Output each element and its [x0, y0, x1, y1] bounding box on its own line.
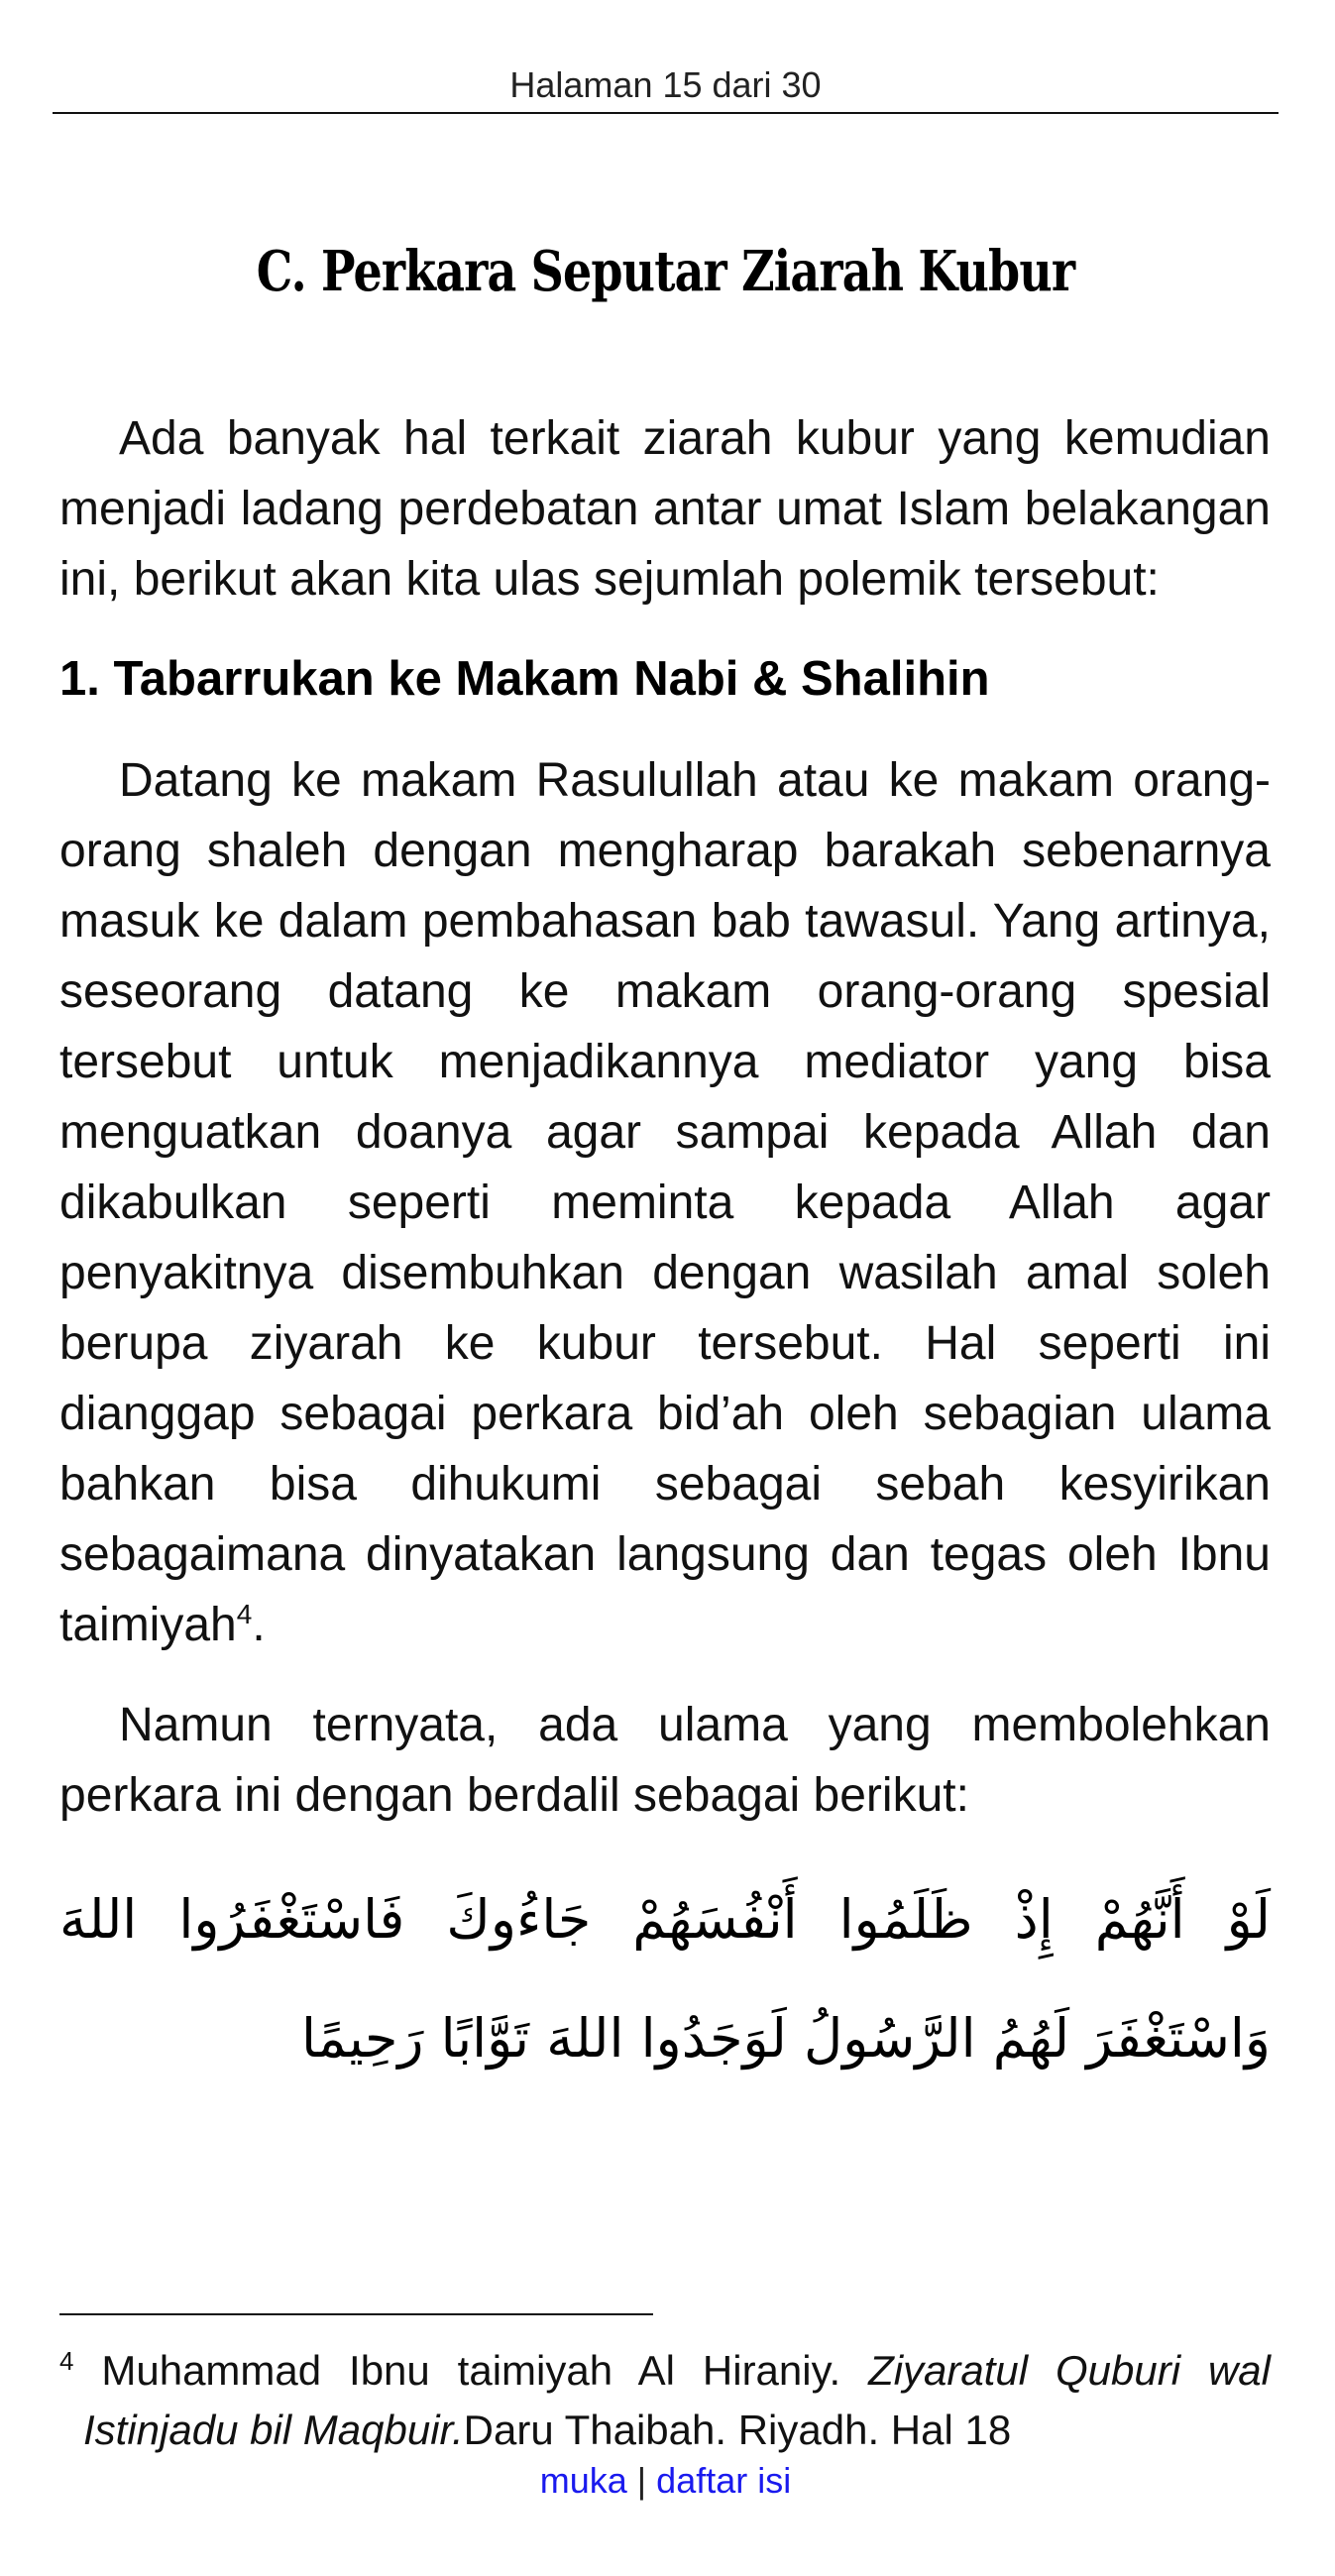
footnote-divider [59, 2313, 653, 2315]
bottom-navigation [53, 2456, 1279, 2506]
intro-paragraph: Ada banyak hal terkait ziarah kubur yang kemudian menjadi ladang perdebatan antar umat Islam belakangan ini, berikut akan kita ulas sejumlah polemik tersebut: [59, 412, 1271, 606]
footnote-number: 4 [59, 2346, 74, 2376]
nav-separator: | [636, 2460, 647, 2501]
footnote-reference[interactable]: 4 [236, 1599, 253, 1629]
paragraph-end-punct: . [252, 1599, 266, 1651]
front-page-link[interactable]: muka [539, 2460, 627, 2501]
subsection-heading: 1. Tabarrukan ke Makam Nabi & Shalihin [59, 652, 990, 706]
footnote-publisher: Daru Thaibah. Riyadh. Hal 18 [463, 2407, 1012, 2453]
footnote-author: Muhammad Ibnu taimiyah Al Hiraniy. [101, 2347, 841, 2394]
page-body [59, 403, 1271, 2098]
argument-paragraph: Namun ternyata, ada ulama yang membolehkan perkara ini dengan berdalil sebagai berikut: [59, 1699, 1271, 1822]
tabarruk-paragraph [59, 745, 1271, 1660]
footnote-book-title: Ziyaratul Quburi wal Istinjadu bil Maqbuir. [83, 2347, 1271, 2453]
section-title: C. Perkara Seputar Ziarah Kubur [256, 239, 1075, 304]
arabic-verse: لَوْ أَنَّهُمْ إِذْ ظَلَمُوا أَنْفُسَهُمْ جَاءُوكَ فَاسْتَغْفَرُوا اللهَ وَاسْتَغْفَرَ لَهُمُ الرَّسُولُ لَوَجَدُوا اللهَ تَوَّابًا رَحِيمًا [59, 1888, 1271, 2070]
footnote [59, 2341, 1271, 2460]
table-of-contents-link[interactable]: daftar isi [656, 2460, 792, 2501]
page-number-header: Halaman 15 dari 30 [509, 64, 822, 105]
tabarruk-paragraph-text: Datang ke makam Rasulullah atau ke makam orang-orang shaleh dengan mengharap barakah sebenarnya masuk ke dalam pembahasan bab tawasul. Yang artinya, seseorang datang ke makam orang-orang spesial tersebut untuk menjadikannya mediator yang bisa menguatkan doanya agar sampai kepada Allah dan dikabulkan seperti meminta kepada Allah agar penyakitnya disembuhkan dengan wasilah amal soleh berupa ziyarah ke kubur tersebut. Hal seperti ini dianggap sebagai perkara bid’ah oleh sebagian ulama bahkan bisa dihukumi sebagai sebah kesyirikan sebagaimana dinyatakan langsung dan tegas oleh Ibnu taimiyah [59, 754, 1271, 1651]
header-divider [53, 112, 1279, 114]
